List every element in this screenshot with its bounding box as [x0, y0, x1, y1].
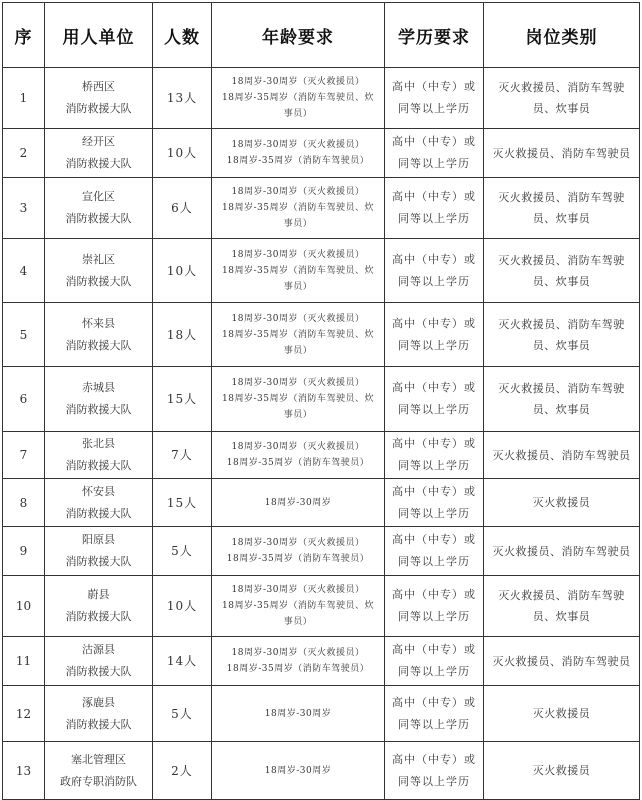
employer-unit — [45, 637, 153, 686]
education-requirement-line: 高中（中专）或 — [392, 135, 476, 148]
post-category-line: 员、炊事员 — [532, 102, 591, 115]
education-requirement-line: 高中（中专）或 — [392, 643, 476, 656]
post-category-line: 灭火救援员 — [532, 707, 591, 720]
post-category-line: 灭火救援员、消防车驾驶 — [498, 191, 625, 204]
age-requirement-line: 18周岁-35周岁（消防车驾驶员） — [226, 554, 370, 564]
education-requirement-line: 高中（中专）或 — [392, 484, 476, 498]
employer-unit-line: 张北县 — [82, 437, 115, 450]
employer-unit — [45, 129, 153, 178]
employer-unit-line: 怀来县 — [82, 316, 115, 330]
employer-unit-line: 消防救援大队 — [65, 555, 132, 568]
education-requirement — [385, 742, 484, 800]
employer-unit-line: 桥西区 — [82, 80, 115, 93]
education-requirement-line: 同等以上学历 — [398, 610, 470, 623]
post-category-line: 员、炊事员 — [532, 403, 591, 416]
employer-unit-line: 消防救援大队 — [65, 459, 132, 472]
header-row — [3, 3, 640, 68]
table-row — [3, 68, 640, 129]
education-requirement-line: 高中（中专）或 — [392, 437, 476, 450]
row-number: 1 — [3, 68, 45, 129]
headcount: 15人 — [153, 367, 212, 432]
table-row — [3, 576, 640, 637]
employer-unit-line: 涿鹿县 — [82, 695, 115, 709]
education-requirement-line: 高中（中专）或 — [392, 533, 476, 546]
employer-unit — [45, 742, 153, 800]
age-requirement-line: 18周岁-35周岁（消防车驾驶员） — [226, 458, 370, 468]
age-requirement-line: 事员） — [283, 281, 313, 292]
post-category — [484, 742, 640, 800]
age-requirement-line: 18周岁-30周岁 — [264, 765, 332, 776]
row-number: 4 — [3, 239, 45, 303]
education-requirement-line: 同等以上学历 — [398, 459, 470, 472]
employer-unit-line: 消防救援大队 — [65, 506, 132, 520]
employer-unit-line: 宣化区 — [82, 190, 115, 203]
age-requirement-line: 18周岁-30周岁（灭火救援员） — [231, 249, 365, 260]
employer-unit-line: 沽源县 — [82, 643, 115, 656]
employer-unit-line: 消防救援大队 — [65, 403, 132, 416]
headcount: 2人 — [153, 742, 212, 800]
headcount: 10人 — [153, 129, 212, 178]
education-requirement-line: 同等以上学历 — [398, 774, 470, 788]
post-category-line: 灭火救援员 — [532, 496, 591, 509]
education-requirement — [385, 576, 484, 637]
post-category-line: 灭火救援员、消防车驾驶 — [498, 317, 625, 331]
row-number: 12 — [3, 686, 45, 742]
employer-unit-line: 消防救援大队 — [65, 665, 132, 678]
employer-unit — [45, 527, 153, 576]
post-category-line: 灭火救援员、消防车驾驶员 — [492, 146, 631, 160]
age-requirement-line: 事员） — [283, 345, 313, 356]
employer-unit-line: 怀安县 — [82, 484, 115, 498]
row-number: 8 — [3, 479, 45, 527]
education-requirement-line: 同等以上学历 — [398, 338, 470, 352]
post-category-line: 灭火救援员、消防车驾驶 — [498, 382, 625, 395]
age-requirement-line: 事员） — [283, 219, 313, 229]
employer-unit-line: 阳原县 — [82, 533, 115, 546]
employer-unit — [45, 178, 153, 239]
table-row — [3, 303, 640, 367]
age-requirement — [212, 303, 385, 367]
employer-unit — [45, 239, 153, 303]
employer-unit-line: 经开区 — [82, 135, 115, 148]
row-number: 13 — [3, 742, 45, 800]
age-requirement-line: 18周岁-35周岁（消防车驾驶员、炊 — [222, 93, 374, 103]
education-requirement-line: 高中（中专）或 — [392, 252, 476, 266]
age-requirement-line: 18周岁-30周岁（灭火救援员） — [231, 313, 365, 324]
headcount: 7人 — [153, 432, 212, 479]
age-requirement-line: 18周岁-30周岁（灭火救援员） — [231, 648, 365, 658]
post-category-line: 灭火救援员、消防车驾驶 — [498, 81, 625, 94]
education-requirement-line: 同等以上学历 — [398, 403, 470, 416]
age-requirement-line: 18周岁-30周岁（灭火救援员） — [231, 140, 365, 150]
headcount: 10人 — [153, 239, 212, 303]
row-number: 7 — [3, 432, 45, 479]
age-requirement — [212, 367, 385, 432]
education-requirement-line: 同等以上学历 — [398, 717, 470, 731]
age-requirement — [212, 178, 385, 239]
employer-unit-line: 消防救援大队 — [65, 338, 132, 352]
table-row — [3, 367, 640, 432]
post-category-line: 员、炊事员 — [532, 212, 591, 225]
age-requirement-line: 18周岁-30周岁（灭火救援员） — [231, 585, 365, 595]
employer-unit — [45, 686, 153, 742]
row-number: 5 — [3, 303, 45, 367]
header-count: 人数 — [153, 3, 212, 68]
education-requirement — [385, 239, 484, 303]
age-requirement-line: 18周岁-30周岁 — [264, 497, 332, 508]
post-category — [484, 367, 640, 432]
post-category — [484, 432, 640, 479]
education-requirement-line: 高中（中专）或 — [392, 316, 476, 330]
post-category — [484, 686, 640, 742]
post-category — [484, 129, 640, 178]
education-requirement-line: 同等以上学历 — [398, 157, 470, 170]
age-requirement — [212, 686, 385, 742]
age-requirement-line: 18周岁-30周岁（灭火救援员） — [231, 187, 365, 197]
row-number: 2 — [3, 129, 45, 178]
age-requirement — [212, 527, 385, 576]
age-requirement-line: 18周岁-35周岁（消防车驾驶员、炊 — [222, 601, 374, 611]
age-requirement — [212, 479, 385, 527]
header-edu: 学历要求 — [385, 3, 484, 68]
employer-unit-line: 塞北管理区 — [71, 752, 126, 766]
employer-unit-line: 消防救援大队 — [65, 610, 132, 623]
education-requirement — [385, 178, 484, 239]
age-requirement-line: 18周岁-30周岁（灭火救援员） — [231, 538, 365, 548]
age-requirement-line: 18周岁-30周岁（灭火救援员） — [231, 378, 365, 388]
employer-unit-line: 赤城县 — [82, 381, 115, 394]
education-requirement-line: 同等以上学历 — [398, 274, 470, 288]
employer-unit — [45, 432, 153, 479]
post-category-line: 灭火救援员、消防车驾驶 — [498, 253, 625, 267]
employer-unit — [45, 68, 153, 129]
row-number: 3 — [3, 178, 45, 239]
headcount: 15人 — [153, 479, 212, 527]
row-number: 9 — [3, 527, 45, 576]
post-category-line: 灭火救援员、消防车驾驶 — [498, 589, 625, 602]
post-category — [484, 303, 640, 367]
row-number: 10 — [3, 576, 45, 637]
age-requirement — [212, 129, 385, 178]
age-requirement-line: 事员） — [283, 410, 313, 420]
post-category-line: 灭火救援员、消防车驾驶员 — [492, 544, 631, 558]
employer-unit — [45, 479, 153, 527]
employer-unit-line: 蔚县 — [87, 588, 110, 601]
employer-unit — [45, 303, 153, 367]
headcount: 14人 — [153, 637, 212, 686]
employer-unit-line: 消防救援大队 — [65, 717, 132, 731]
age-requirement-line: 18周岁-35周岁（消防车驾驶员、炊 — [222, 265, 374, 276]
table-body — [3, 68, 640, 800]
post-category-line: 灭火救援员、消防车驾驶员 — [492, 654, 631, 668]
post-category — [484, 178, 640, 239]
post-category-line: 员、炊事员 — [532, 274, 591, 288]
education-requirement — [385, 303, 484, 367]
education-requirement-line: 高中（中专）或 — [392, 190, 476, 203]
education-requirement-line: 同等以上学历 — [398, 665, 470, 678]
post-category-line: 灭火救援员 — [532, 764, 591, 777]
headcount: 5人 — [153, 527, 212, 576]
age-requirement-line: 18周岁-30周岁（灭火救援员） — [231, 442, 365, 452]
age-requirement — [212, 637, 385, 686]
table-row — [3, 178, 640, 239]
age-requirement-line: 18周岁-30周岁 — [264, 708, 332, 719]
post-category — [484, 68, 640, 129]
table-row — [3, 432, 640, 479]
employer-unit — [45, 367, 153, 432]
table-row — [3, 742, 640, 800]
age-requirement — [212, 576, 385, 637]
age-requirement-line: 事员） — [283, 617, 313, 627]
education-requirement — [385, 129, 484, 178]
headcount: 5人 — [153, 686, 212, 742]
employer-unit-line: 消防救援大队 — [65, 102, 132, 115]
post-category — [484, 637, 640, 686]
education-requirement-line: 同等以上学历 — [398, 506, 470, 520]
employer-unit-line: 消防救援大队 — [65, 274, 132, 288]
age-requirement-line: 18周岁-35周岁（消防车驾驶员、炊 — [222, 394, 374, 404]
table-row — [3, 129, 640, 178]
table-row — [3, 479, 640, 527]
education-requirement — [385, 432, 484, 479]
header-post: 岗位类别 — [484, 3, 640, 68]
post-category-line: 员、炊事员 — [532, 338, 591, 352]
education-requirement-line: 同等以上学历 — [398, 212, 470, 225]
age-requirement-line: 18周岁-30周岁（灭火救援员） — [231, 77, 365, 87]
headcount: 13人 — [153, 68, 212, 129]
header-unit: 用人单位 — [45, 3, 153, 68]
employer-unit-line: 消防救援大队 — [65, 212, 132, 225]
table-row — [3, 686, 640, 742]
post-category — [484, 479, 640, 527]
age-requirement-line: 18周岁-35周岁（消防车驾驶员） — [226, 156, 370, 166]
post-category-line: 灭火救援员、消防车驾驶员 — [492, 448, 631, 462]
headcount: 10人 — [153, 576, 212, 637]
employer-unit-line: 崇礼区 — [82, 252, 115, 266]
education-requirement-line: 高中（中专）或 — [392, 588, 476, 601]
post-category — [484, 576, 640, 637]
post-category — [484, 239, 640, 303]
education-requirement — [385, 686, 484, 742]
education-requirement — [385, 637, 484, 686]
table-row — [3, 637, 640, 686]
education-requirement-line: 高中（中专）或 — [392, 80, 476, 93]
age-requirement — [212, 432, 385, 479]
education-requirement — [385, 68, 484, 129]
education-requirement-line: 高中（中专）或 — [392, 381, 476, 394]
education-requirement — [385, 527, 484, 576]
row-number: 11 — [3, 637, 45, 686]
age-requirement — [212, 239, 385, 303]
age-requirement-line: 18周岁-35周岁（消防车驾驶员、炊 — [222, 203, 374, 213]
post-category — [484, 527, 640, 576]
post-category-line: 员、炊事员 — [532, 610, 591, 623]
education-requirement-line: 高中（中专）或 — [392, 752, 476, 766]
education-requirement-line: 同等以上学历 — [398, 555, 470, 568]
education-requirement-line: 高中（中专）或 — [392, 695, 476, 709]
age-requirement — [212, 742, 385, 800]
header-age: 年龄要求 — [212, 3, 385, 68]
age-requirement-line: 18周岁-35周岁（消防车驾驶员、炊 — [222, 329, 374, 340]
employer-unit-line: 消防救援大队 — [65, 157, 132, 170]
header-seq: 序 — [3, 3, 45, 68]
headcount: 18人 — [153, 303, 212, 367]
education-requirement — [385, 367, 484, 432]
employer-unit — [45, 576, 153, 637]
age-requirement-line: 事员） — [283, 109, 313, 119]
education-requirement — [385, 479, 484, 527]
age-requirement — [212, 68, 385, 129]
recruitment-table — [2, 2, 640, 800]
table-row — [3, 527, 640, 576]
headcount: 6人 — [153, 178, 212, 239]
row-number: 6 — [3, 367, 45, 432]
age-requirement-line: 18周岁-35周岁（消防车驾驶员） — [226, 664, 370, 674]
table-row — [3, 239, 640, 303]
employer-unit-line: 政府专职消防队 — [60, 774, 137, 788]
education-requirement-line: 同等以上学历 — [398, 102, 470, 115]
